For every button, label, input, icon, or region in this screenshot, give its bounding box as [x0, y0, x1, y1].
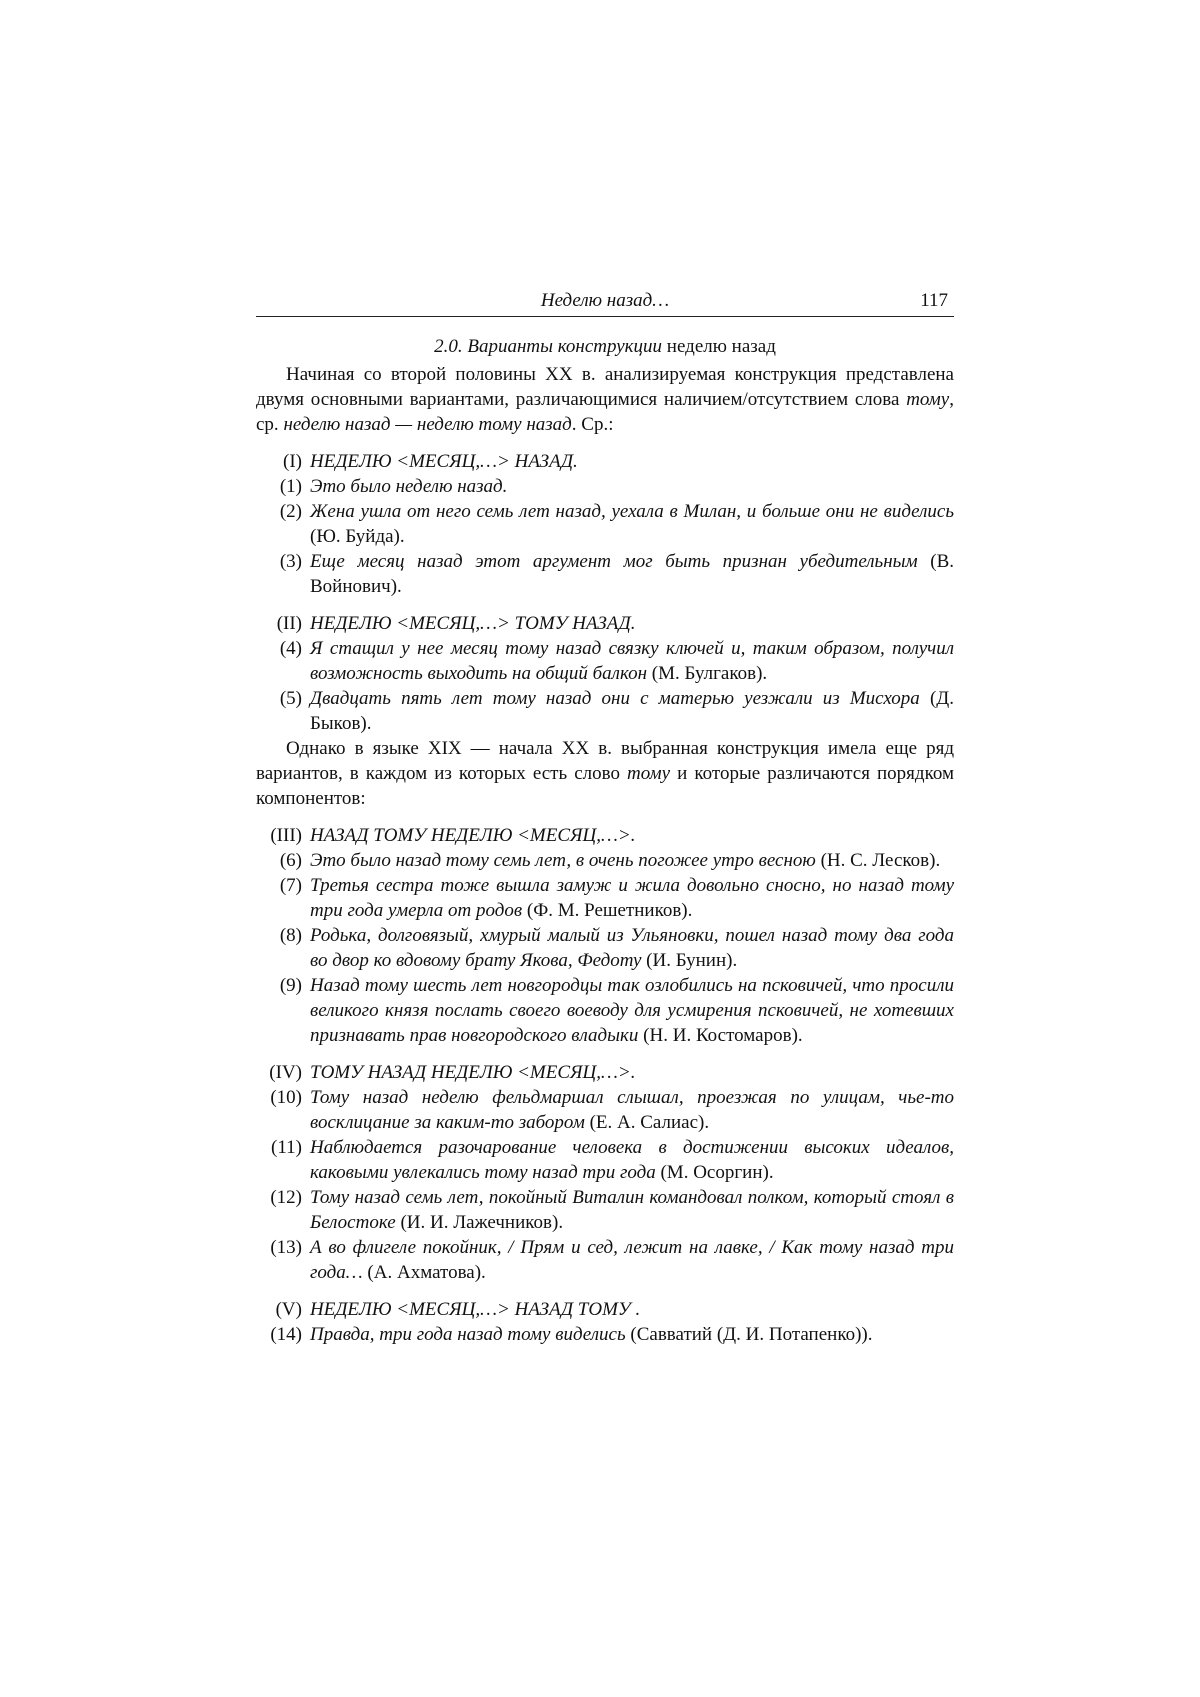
- schema-formula: НЕДЕЛЮ <МЕСЯЦ,…> ТОМУ НАЗАД.: [310, 613, 636, 634]
- example-text: Правда, три года назад тому виделись: [310, 1324, 626, 1345]
- paragraph-variants: [256, 736, 954, 811]
- example-13: [256, 1235, 954, 1285]
- paragraph-text: . Ср.:: [571, 414, 614, 435]
- example-14: [256, 1322, 954, 1347]
- example-number: (14): [270, 1324, 302, 1345]
- example-1: [256, 474, 954, 499]
- example-text: Назад тому шесть лет новгородцы так озлобились на псковичей, что просили великого князя послать своего воеводу для усмирения псковичей, не хотевших признавать прав новгородского владыки: [310, 975, 954, 1046]
- example-text: Родька, долговязый, хмурый малый из Ульяновки, пошел назад тому два года во двор ко вдовому брату Якова, Федоту: [310, 925, 954, 971]
- example-6: [256, 848, 954, 873]
- example-source: (Савватий (Д. И. Потапенко)).: [625, 1324, 873, 1345]
- example-text: Третья сестра тоже вышла замуж и жила довольно сносно, но назад тому три года умерла от родов: [310, 875, 954, 921]
- example-number: (5): [279, 688, 302, 709]
- example-4: [256, 636, 954, 686]
- paragraph-intro: [256, 362, 954, 437]
- example-source: (Н. С. Лесков).: [815, 850, 941, 871]
- example-source: (М. Осоргин).: [655, 1162, 774, 1183]
- example-source: (Н. И. Костомаров).: [638, 1025, 803, 1046]
- paragraph-text: Однако в языке XIX — начала XX в. выбранная конструкция имела еще ряд вариантов, в каждом из которых есть слово: [256, 738, 954, 784]
- schema-formula: НЕДЕЛЮ <МЕСЯЦ,…> НАЗАД ТОМУ .: [310, 1299, 641, 1320]
- example-number: (4): [279, 638, 302, 659]
- example-11: [256, 1135, 954, 1185]
- example-source: (И. Бунин).: [641, 950, 738, 971]
- example-number: (6): [279, 850, 302, 871]
- schema-number: (V): [275, 1299, 302, 1320]
- example-source: (Ф. М. Решетников).: [522, 900, 693, 921]
- paragraph-italic: тому: [906, 389, 950, 410]
- example-number: (9): [279, 975, 302, 996]
- example-5: [256, 686, 954, 736]
- schema-formula: ТОМУ НАЗАД НЕДЕЛЮ <МЕСЯЦ,…>.: [310, 1062, 636, 1083]
- paragraph-text: , ср.: [256, 389, 954, 435]
- example-number: (12): [270, 1187, 302, 1208]
- section-title-plain: неделю назад: [662, 336, 776, 357]
- example-3: [256, 549, 954, 599]
- example-text: Это было назад тому семь лет, в очень погожее утро весною: [310, 850, 816, 871]
- example-text: Тому назад неделю фельдмаршал слышал, проезжая по улицам, чье-то восклицание за каким-то забором: [310, 1087, 954, 1133]
- running-title: Неделю назад…: [540, 290, 670, 311]
- example-source: (Ю. Буйда).: [310, 526, 405, 547]
- example-7: [256, 873, 954, 923]
- example-text: А во флигеле покойник, / Прям и сед, лежит на лавке, / Как тому назад три года…: [310, 1237, 954, 1283]
- paragraph-italic: тому: [627, 763, 671, 784]
- schema-number: (II): [276, 613, 302, 634]
- paragraph-italic: неделю назад — неделю тому назад: [283, 414, 572, 435]
- example-number: (7): [279, 875, 302, 896]
- page-number: 117: [920, 290, 948, 311]
- example-source: (В. Войнович).: [310, 551, 955, 597]
- example-source: (Е. А. Салиас).: [584, 1112, 710, 1133]
- example-number: (8): [279, 925, 302, 946]
- schema-number: (III): [270, 825, 302, 846]
- schema-I: [256, 449, 954, 474]
- book-page: [256, 286, 954, 1347]
- example-number: (2): [279, 501, 302, 522]
- schema-III: [256, 823, 954, 848]
- example-2: [256, 499, 954, 549]
- example-number: (11): [271, 1137, 302, 1158]
- example-source: (А. Ахматова).: [362, 1262, 486, 1283]
- example-text: Жена ушла от него семь лет назад, уехала в Милан, и больше они не виделись: [310, 501, 954, 522]
- section-title-italic: 2.0. Варианты конструкции: [434, 336, 663, 357]
- schema-formula: НЕДЕЛЮ <МЕСЯЦ,…> НАЗАД.: [310, 451, 578, 472]
- example-12: [256, 1185, 954, 1235]
- paragraph-text: Начиная со второй половины XX в. анализируемая конструкция представлена двумя основными вариантами, различающимися наличием/отсутствием слова: [256, 364, 954, 410]
- schema-V: [256, 1297, 954, 1322]
- example-text: Я стащил у нее месяц тому назад связку ключей и, таким образом, получил возможность выходить на общий балкон: [310, 638, 954, 684]
- example-text: Еще месяц назад этот аргумент мог быть признан убедительным: [310, 551, 918, 572]
- running-header: [256, 286, 954, 317]
- example-9: [256, 973, 954, 1048]
- example-text: Тому назад семь лет, покойный Виталин командовал полком, который стоял в Белостоке: [310, 1187, 954, 1233]
- example-source: (Д. Быков).: [310, 688, 954, 734]
- paragraph-text: и которые различаются порядком компонентов:: [256, 763, 954, 809]
- example-number: (3): [279, 551, 302, 572]
- example-source: (М. Булгаков).: [647, 663, 768, 684]
- schema-IV: [256, 1060, 954, 1085]
- example-number: (10): [270, 1087, 302, 1108]
- example-text: Это было неделю назад.: [310, 476, 508, 497]
- example-text: Двадцать пять лет тому назад они с матерью уезжали из Мисхора: [310, 688, 920, 709]
- schema-number: (I): [283, 451, 302, 472]
- example-8: [256, 923, 954, 973]
- example-number: (13): [270, 1237, 302, 1258]
- schema-number: (IV): [269, 1062, 302, 1083]
- schema-formula: НАЗАД ТОМУ НЕДЕЛЮ <МЕСЯЦ,…>.: [310, 825, 636, 846]
- example-text: Наблюдается разочарование человека в достижении высоких идеалов, каковыми увлекались тому назад три года: [310, 1137, 954, 1183]
- example-source: (И. И. Лажечников).: [395, 1212, 564, 1233]
- example-10: [256, 1085, 954, 1135]
- section-title: [256, 334, 954, 359]
- schema-II: [256, 611, 954, 636]
- example-number: (1): [279, 476, 302, 497]
